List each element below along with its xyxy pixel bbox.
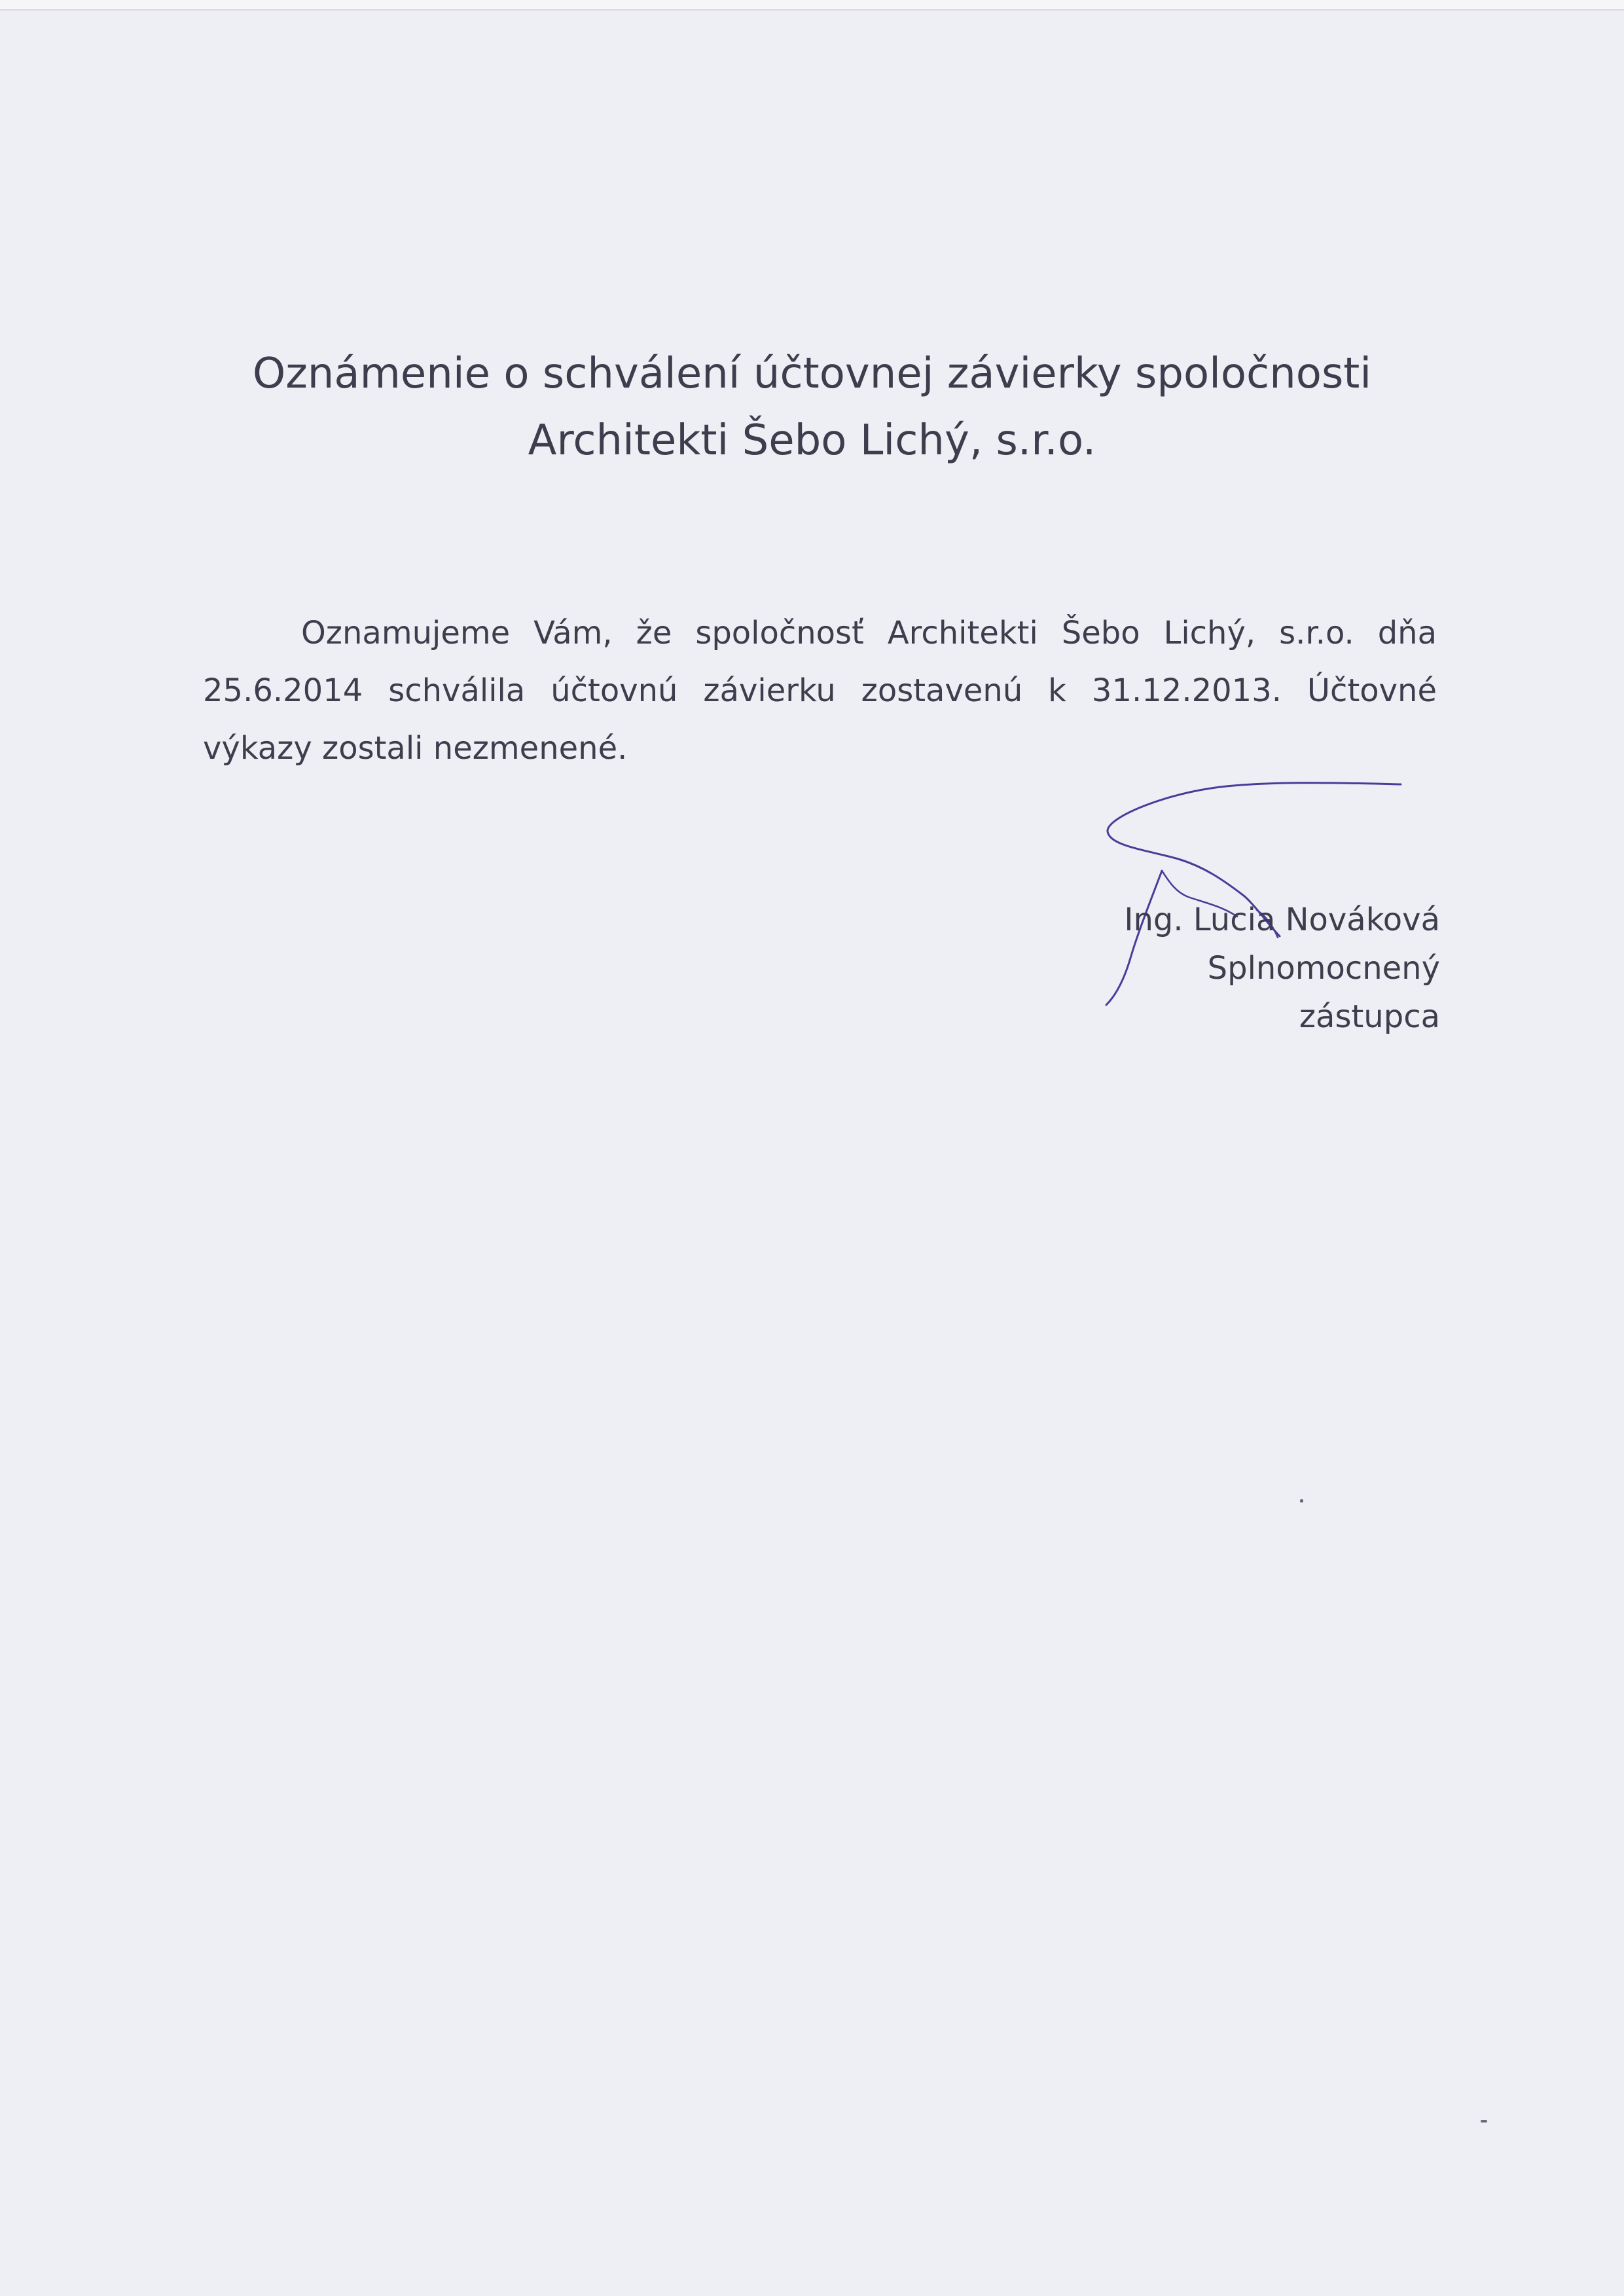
scan-top-edge — [0, 0, 1624, 10]
signer-role: Splnomocnený zástupca — [1207, 950, 1440, 1035]
document-title — [0, 340, 1624, 474]
scan-speck — [1481, 2120, 1487, 2123]
scan-speck — [1300, 1499, 1303, 1503]
title-line-1: Oznámenie o schválení účtovnej závierky spoločnosti — [252, 350, 1372, 398]
body-paragraph: Oznamujeme Vám, že spoločnosť Architekti Šebo Lichý, s.r.o. dňa 25.6.2014 schválila účtovnú závierku zostavenú k 31.12.2013. Účtovné výkazy zostali nezmenené. — [203, 615, 1437, 767]
signer-name: Ing. Lucia Nováková — [1124, 902, 1440, 938]
title-line-2: Architekti Šebo Lichý, s.r.o. — [528, 416, 1096, 465]
signer-block — [1060, 896, 1440, 1041]
